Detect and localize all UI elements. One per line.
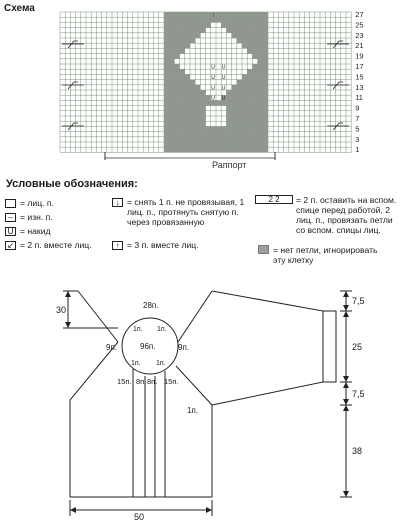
legend-item-k3tog: = 3 п. вместе лиц. <box>127 240 199 250</box>
sleeve-cuff <box>323 311 336 382</box>
dim-7-5-bottom-label: 7,5 <box>352 389 365 399</box>
row-number: 3 <box>355 134 360 144</box>
yarn-over-mark: U <box>221 64 226 71</box>
sleeve-outline <box>212 291 323 405</box>
legend-item-yarn-over: = накид <box>20 226 51 236</box>
legend-item-no-stitch: = нет петли, игнорировать эту клетку <box>273 245 378 265</box>
row-number: 11 <box>355 93 363 103</box>
center-count-label: 96п. <box>140 342 156 351</box>
row-number: 1 <box>355 145 360 155</box>
row-number: 7 <box>355 114 360 123</box>
row-number: 15 <box>355 72 364 82</box>
dim-30-label: 30 <box>56 305 67 315</box>
row-number: 25 <box>355 20 364 30</box>
row-number: 9 <box>355 103 360 113</box>
k3tog-mark: ↑ <box>211 13 215 19</box>
yarn-over-mark: U <box>211 95 215 102</box>
yarn-over-icon: U <box>5 227 16 236</box>
raglan-se-label: 1п. <box>156 360 166 367</box>
dim-7-5-top-label: 7,5 <box>352 296 365 306</box>
legend-item-slip: = снять 1 п. не провязывая, 1 лиц. п., протянуть снятую п. через провязанную <box>127 197 245 227</box>
left-count-label: 9п. <box>106 343 118 352</box>
slip-stitch-icon: ↓ <box>112 198 123 207</box>
yarn-over-mark: U <box>211 74 215 81</box>
row-number: 5 <box>355 124 360 134</box>
right-count-label: 9п. <box>178 343 190 352</box>
raglan-nw-label: 1п. <box>133 326 143 333</box>
row-number: 27 <box>355 10 364 19</box>
body-outline <box>70 291 212 497</box>
legend-item-k2tog: = 2 п. вместе лиц. <box>20 240 92 250</box>
purl-symbol-icon: – <box>5 213 16 222</box>
legend-item-cable: = 2 п. оставить на вспом. спице перед работой, 2 лиц. п., провязать петли со вспом. спицы лиц. <box>296 195 397 235</box>
legend-item-purl: = изн. п. <box>20 212 53 222</box>
dim-38-label: 38 <box>352 446 363 456</box>
k2tog-icon: ↙ <box>5 241 16 250</box>
legend-item-knit: = лиц. п. <box>20 198 54 208</box>
legend-title: Условные обозначения: <box>6 178 138 190</box>
row-number: 23 <box>355 30 364 40</box>
yarn-over-mark: U <box>221 95 226 102</box>
schema-title: Схема <box>4 3 35 14</box>
front-left-label: 15п. <box>117 377 132 386</box>
row-number: 19 <box>355 51 364 61</box>
neck-count-label: 28п. <box>143 301 159 310</box>
side-count-label: 1п. <box>187 406 199 415</box>
front-mid-b-label: 8п. <box>147 377 158 386</box>
yarn-over-mark: U <box>221 85 226 92</box>
row-number: 17 <box>355 62 364 71</box>
yarn-over-mark: U <box>211 85 215 92</box>
front-right-label: 15п. <box>164 377 179 386</box>
raglan-ne-label: 1п. <box>157 326 167 333</box>
yarn-over-mark: U <box>221 74 226 81</box>
raglan-sw-label: 1п. <box>131 360 141 367</box>
row-number: 13 <box>355 82 364 92</box>
front-mid-a-label: 8п. <box>136 377 147 386</box>
dim-50-label: 50 <box>134 512 145 522</box>
repeat-label: Раппорт <box>212 160 247 170</box>
yarn-over-mark: U <box>211 64 215 71</box>
k3tog-icon: ↑ <box>112 241 123 250</box>
cable-symbol-icon: 2 2 <box>255 195 293 204</box>
dim-25-label: 25 <box>352 342 363 352</box>
row-number: 21 <box>355 41 364 51</box>
